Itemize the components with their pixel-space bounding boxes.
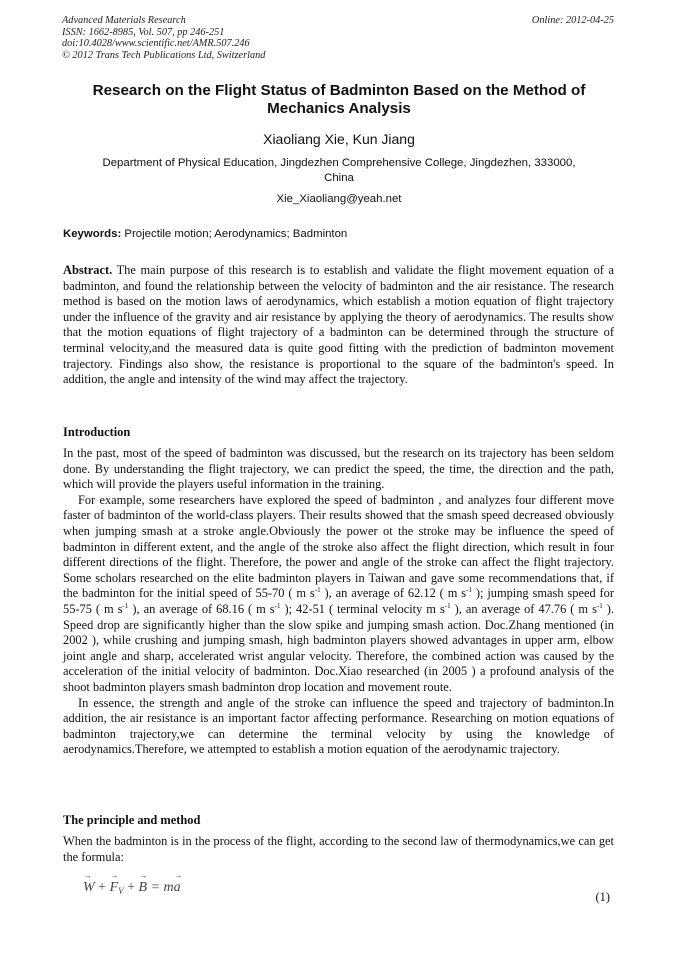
section-heading-method: The principle and method <box>63 813 201 827</box>
method-paragraph-1: When the badminton is in the process of the flight, according to the second law of thermodynamics,we can get the formula: <box>63 834 614 864</box>
title-line-1: Research on the Flight Status of Badminton Based on the Method of <box>92 82 586 99</box>
journal-header <box>62 15 265 61</box>
authors: Xiaoliang Xie, Kun Jiang <box>263 131 415 147</box>
section-heading-introduction: Introduction <box>63 425 131 439</box>
author-email: Xie_Xiaoliang@yeah.net <box>276 193 402 205</box>
journal-name: Advanced Materials Research <box>62 15 186 26</box>
online-date: Online: 2012-04-25 <box>531 15 614 26</box>
equation-1: → W + → $F_V$ + → B = m→ a <box>83 880 181 896</box>
affiliation-line-1: Department of Physical Education, Jingdezhen Comprehensive College, Jingdezhen, 333000, <box>102 157 576 169</box>
journal-copyright: © 2012 Trans Tech Publications Ltd, Switzerland <box>62 49 266 61</box>
introduction-body <box>63 446 614 758</box>
keywords-label: Keywords: <box>63 228 122 240</box>
keywords <box>63 227 347 241</box>
abstract-text: The main purpose of this research is to establish and validate the flight movement equation of a badminton, and found the relationship between the velocity of badminton and the air resistance. The research method is based on the motion laws of aerodynamics, which establish a motion equation of flight trajectory under the influence of the gravity and air resistance by applying the theory of aerodynamics. The results show that the motion equations of flight trajectory of a badminton can be determined through the structure of terminal velocity,and the measured data is quite good fitting with the prediction of badminton movement trajectory. Findings also show, the resistance is proportional to the square of the badminton's speed. In addition, the angle and intensity of the wind may affect the trajectory. <box>63 263 614 387</box>
journal-issn: ISSN: 1662-8985, Vol. 507, pp 246-251 <box>62 26 225 38</box>
method-body <box>63 834 614 865</box>
equation-number: (1) <box>595 890 610 904</box>
intro-paragraph-1: In the past, most of the speed of badminton was discussed, but the research on its trajectory has been seldom done. By understanding the flight trajectory, we can predict the speed, the time, the direction and the path, which will provide the players useful information in the training. <box>63 446 614 492</box>
affiliation-line-2: China <box>324 171 354 184</box>
keywords-text: Projectile motion; Aerodynamics; Badminton <box>124 228 348 240</box>
title-line-2: Mechanics Analysis <box>267 100 411 117</box>
affiliation <box>62 156 616 185</box>
abstract <box>63 263 614 388</box>
intro-paragraph-2: For example, some researchers have explored the speed of badminton , and analyzes four different move faster of badminton of the world-class players. Their results showed that the smash speed decreased obviously when jumping smash at a stroke angle.Obviously the power ot the stroke may be influence the speed of badminton in different extent, and the angle of the stroke also affect the flight direction, which result in four different directions of the flight. Therefore, the power and angle of the stroke can affect the flight trajectory. Some scholars researched on the elite badminton players in Taiwan and gave some recommendations that, if the badminton for the initial speed of 55-70 ( m $s^{-1}$ ), an average of 62.12 ( m $s^{-1}$ ); jumping smash speed for 55-75 ( m $s^{-1}$ ), an average of 68.16 ( m $s^{-1}$ ); 42-51 ( terminal velocity m $s^{-1}$ ), an average of 47.76 ( m $s^{-1}$ ). Speed drop are significantly higher than the slow spike and jumping smash action. Doc.Zhang mentioned (in 2002 ), while crushing and jumping smash, high badminton players showed advantages in upper arm, elbow joint angle and sharp, accelerated wrist angular velocity. Therefore, the combined action was caused by the acceleration of the initial velocity of badminton. Doc.Xiao researched (in 2005 ) a profound analysis of the shoot badminton players smash badminton drop location and movement route. <box>63 492 614 694</box>
journal-doi: doi:10.4028/www.scientific.net/AMR.507.246 <box>62 38 250 49</box>
paper-title <box>62 82 616 118</box>
abstract-label: Abstract. <box>63 263 113 277</box>
intro-paragraph-3: In essence, the strength and angle of the stroke can influence the speed and trajectory of badminton.In addition, the air resistance is an important factor affecting performance. Researching on motion equations of badminton trajectory,we can determine the terminal velocity by using the knowledge of aerodynamics.Therefore, we attempted to establish a motion equation of the aerodynamic trajectory. <box>63 695 614 757</box>
